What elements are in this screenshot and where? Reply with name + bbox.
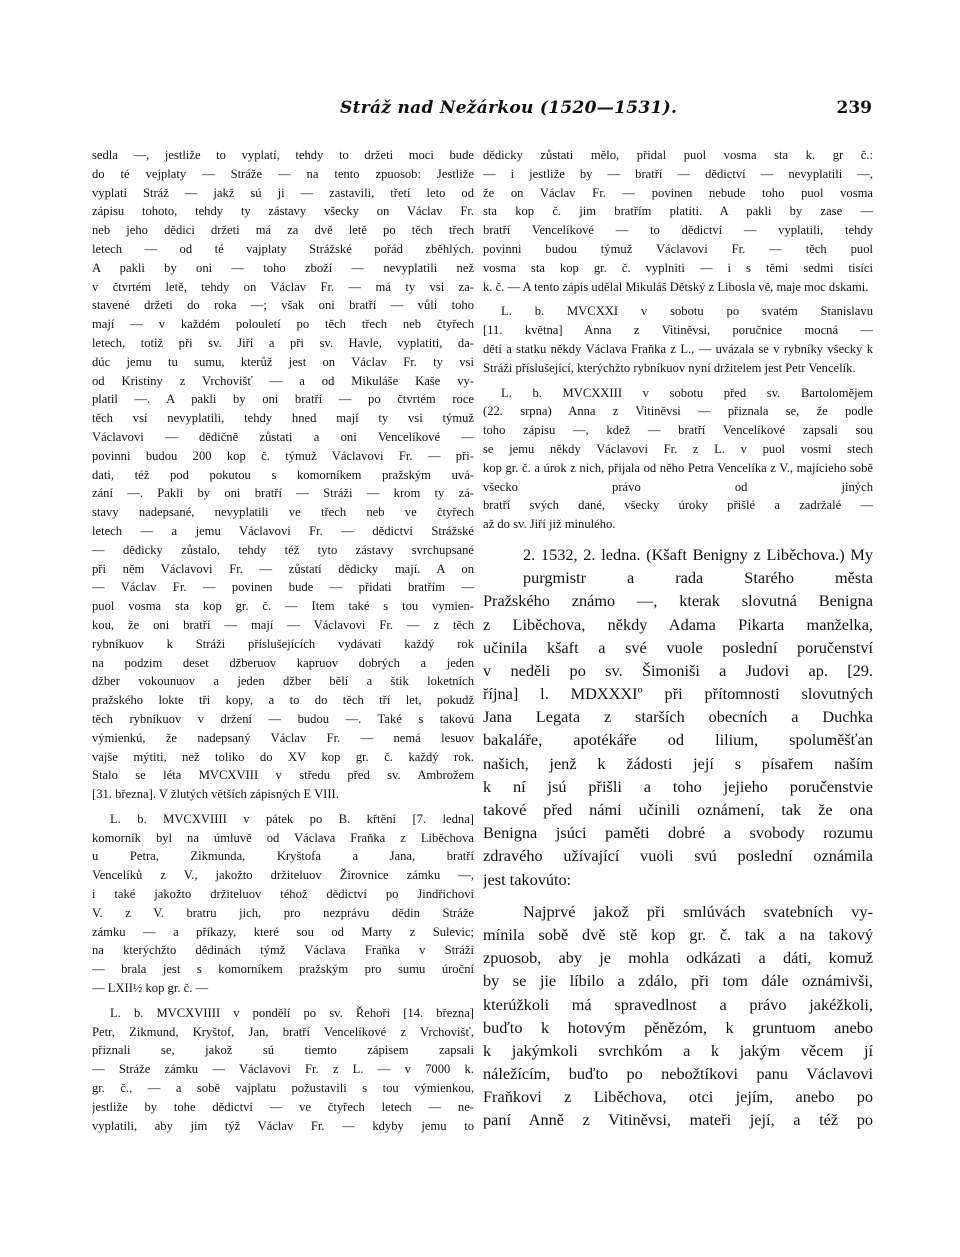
text-line: zání —. Pakli by oni bratří — Stráži — krom ty zá-	[92, 486, 474, 501]
text-line: stavy nadepsané, nevyplatili ve třech neb ve čtyřech	[92, 505, 474, 520]
text-line: dúc jemu tu sumu, kterůž jest on Václav Fr. ty vsi	[92, 354, 474, 369]
text-line: zdravého užívající vuoli svú poslední oznámila	[483, 846, 873, 866]
text-line: buďto k hotovým pěnězóm, k gruntuom anebo	[483, 1017, 873, 1037]
text-line: kterúžkoli má spravedlnost a právo jakéžkoli,	[483, 994, 873, 1014]
text-line: 2. 1532, 2. ledna. (Kšaft Benigny z Liběchova.) My purgmistr a rada Starého města	[523, 544, 873, 588]
text-line: kou, že oni bratří — mají — Václavovi Fr. — z těch	[92, 617, 474, 632]
text-line: v čtvrtém letě, tehdy on Václav Fr. — má ty vsi za-	[92, 279, 474, 294]
text-line: vyplatili, aby jim týž Václav Fr. — kdyby jemu to	[92, 1118, 474, 1133]
text-line: letech — od té vajplaty Strážské pořád zběhlých.	[92, 241, 474, 256]
text-line: [11. května] Anna z Vitiněvsi, poručnice mocná —	[483, 323, 873, 338]
text-line: neb jeho dědici držeti má za dvě letě po těch třech	[92, 223, 474, 238]
text-line: sta kop č. jim bratřím platiti. A pakli by zase —	[483, 204, 873, 219]
text-line: těch rybníkuov v držení — budou —. Také s takovú	[92, 711, 474, 726]
running-header	[90, 98, 876, 124]
right-column	[483, 146, 873, 1132]
text-line: k. č. — A tento zápis udělal Mikuláš Dětský z Libosla vě, maje moc dskami.	[483, 279, 869, 294]
running-title: Stráž nad Nežárkou (1520—1531).	[340, 98, 678, 118]
text-line: dětí a statku někdy Václava Fraňka z L., — uvázala se v rybníky všecky k Stráži příslušející, kterýchžto rybníkuov nyní držitelem jest Petr Vencelík.	[483, 341, 873, 375]
text-line: povinni budou týmuž Václavovi Fr. — těch puol	[483, 241, 873, 256]
text-line: i také jakožto držiteluov téhož dědictví po Jindřichovi	[92, 887, 474, 902]
text-line: našich, jenž k žádosti její s písařem naším	[483, 753, 873, 773]
text-line: se jemu někdy Václavovi Fr. z L. v puol vosmi stech	[483, 441, 873, 456]
text-line: rybníkuov k Stráži příslušejících vydávati každý rok	[92, 636, 474, 651]
text-line: vyplatí Stráž — jakž sú ji — zastavili, třetí leto od	[92, 185, 474, 200]
text-line: při něm Václavovi Fr. — zůstatí dědicky mají. A on	[92, 561, 474, 576]
text-line: jestliže by tohe dědictví — ve čtyřech letech — ne-	[92, 1099, 474, 1114]
text-line: Benigna jsúci paměti dobré a svobody rozumu	[483, 823, 873, 843]
text-line: dati, též pod pokutou s komorníkem pražským uvá-	[92, 467, 474, 482]
text-line: bratří Vencelíkové — to dědictví — vyplatili, tehdy	[483, 223, 873, 238]
text-line: — LXII½ kop gr. č. —	[92, 981, 209, 996]
text-line: od Kristiny z Vrchovišť — a od Mikuláše Kaše vy-	[92, 373, 474, 388]
text-line: Václavovi — dědičně zůstati a oni Vencelíkové —	[92, 429, 474, 444]
text-line: října] l. MDXXXIº při přítomnosti slovutných	[483, 684, 873, 704]
text-line: Vencelíků z V., jakožto držiteluov Žirovnice zámku —,	[92, 868, 474, 883]
text-line: Petr, Zikmund, Kryštof, Jan, bratří Vencelíkové z Vrchovišť,	[92, 1024, 474, 1039]
text-line: sedla —, jestliže to vyplatí, tehdy to držeti moci bude	[92, 148, 474, 162]
text-line: přiznali se, jakož sú tiemto zápisem zapsali	[92, 1043, 474, 1058]
text-line: Stalo se léta MVCXVIII v středu před sv. Ambrožem	[92, 768, 474, 783]
text-line: těch vsí nevyplatili, tehdy hned mají ty vsi týmuž	[92, 411, 474, 426]
text-line: v neděli po sv. Šimoniši a Judovi ap. [29.	[483, 660, 873, 680]
text-line: k jakýmkoli svrchkóm a k jakým věcem jí	[483, 1040, 873, 1060]
text-line: Pražského známo —, kterak slovutná Benigna	[483, 591, 873, 611]
text-line: L. b. MVCXXI v sobotu po svatém Stanislavu	[501, 304, 873, 319]
text-line: — i jestliže by — bratří — dědictví — nevyplatili —,	[483, 166, 873, 181]
text-line: zápisu tohoto, tehdy ty zástavy všecky on Václav Fr.	[92, 204, 474, 219]
text-line: paní Anně z Vitiněvsi, mateři její, a též po	[483, 1110, 873, 1130]
text-line: letech, totiž při sv. Jiří a při sv. Havle, vyplatiti, da-	[92, 335, 474, 350]
text-line: gr. č., — a sobě vajplatu požustavili s tou výmienkou,	[92, 1081, 474, 1096]
text-line: mají — v každém polouletí po těch třech neb čtyřech	[92, 317, 474, 332]
text-line: — Václav Fr. — povinen bude — přidati bratřím —	[92, 580, 474, 595]
text-line: vosma sta kop gr. č. vyplniti — i s těmi sedmi tisíci	[483, 260, 873, 275]
text-line: A pakli by oni — toho zboží — nevyplatili než	[92, 260, 474, 275]
text-line: zpuosob, aby je mohla odkázati a dáti, komuž	[483, 948, 873, 968]
left-column	[92, 146, 474, 1135]
text-line: Jana Legata z starších obecních a Duchka	[483, 707, 873, 727]
text-line: bakaláře, apotékáře od lilium, spoluměšťan	[483, 730, 873, 750]
text-line: by se jie líbilo a zdálo, při tom dále oznámivši,	[483, 971, 873, 991]
text-line: výmienkú, že nadepsaný Václav Fr. — nemá lesuov	[92, 730, 474, 745]
text-line: vajše mýtiti, než toliko do XV kop gr. č. každý rok.	[92, 749, 474, 764]
text-line: platil —. A pakli by oni bratří — po čtvrtém roce	[92, 392, 474, 407]
text-line: takové před námi učinili oznámení, tak že ona	[483, 800, 873, 820]
text-line: [31. března]. V žlutých větších zápisných E VIII.	[92, 787, 339, 802]
text-line: stavené držeti do roka —; však oni bratří — vůli toho	[92, 298, 474, 313]
text-line: povinni budou 200 kop č. týmuž Václavovi Fr. — při-	[92, 448, 474, 463]
text-line: do té vejplaty — Stráže — na tento zpuosob: Jestliže	[92, 166, 474, 181]
text-line: k ní jsú přišli a toho jejieho poručenstvie	[483, 776, 873, 796]
text-line: dědicky zůstati mělo, přidal puol vosma sta k. gr č.:	[483, 148, 873, 162]
text-line: z Liběchova, někdy Adama Pikarta manželka,	[483, 614, 873, 634]
text-line: puol vosma sta kop gr. č. — Item také s tou vymien-	[92, 599, 474, 614]
text-line: u Petra, Zikmunda, Kryštofa a Jana, bratří	[92, 849, 474, 864]
text-line: zámku — a příkazy, které sou od Marty z Sulevic;	[92, 924, 474, 939]
text-line: Najprvé jakož při smlúvách svatebních vy-	[523, 901, 873, 921]
text-line: že on Václav Fr. — povinen nebude toho puol vosma	[483, 185, 873, 200]
text-line: (22. srpna) Anna z Vitiněvsi — přiznala se, že podle	[483, 404, 873, 419]
text-line: — dědicky zůstalo, tehdy též tyto zástavy svrchupsané	[92, 542, 474, 557]
text-line: komorník byl na úmluvě od Václava Fraňka z Liběchova	[92, 830, 474, 845]
text-line: L. b. MVCXVIIII v pondělí po sv. Řehoři [14. března]	[110, 1005, 474, 1020]
text-line: až do sv. Jiří již minulého.	[483, 517, 616, 532]
text-line: jest takovúto:	[483, 869, 572, 889]
text-line: letech — a jemu Václavovi Fr. — dědictví Strážské	[92, 523, 474, 538]
text-line: kop gr. č. a úrok z nich, přijala od něho Petra Vencelíka z V., majícieho sobě všecko právo od jiných	[483, 460, 873, 494]
text-line: na podzim deset džberuov kapruov dobrých a jeden	[92, 655, 474, 670]
page-number: 239	[836, 98, 872, 118]
text-line: náležícím, buďto po nebožtíkovi panu Václavovi	[483, 1064, 873, 1084]
text-line: na kterýchžto dědinách týmž Václava Fraňka v Stráži	[92, 943, 474, 958]
text-line: džber vokounuov a jeden džber bělí a štik loketních	[92, 674, 474, 689]
text-line: Fraňkovi z Liběchova, otci jejím, anebo po	[483, 1087, 873, 1107]
text-line: V. z V. bratru jich, pro nezprávu dědin Stráže	[92, 905, 474, 920]
text-line: — Stráže zámku — Václavovi Fr. z L. — v 7000 k.	[92, 1062, 474, 1077]
text-line: — brala jest s komorníkem pražským pro sumu úroční	[92, 962, 474, 977]
text-line: mínila sobě dvě stě kop gr. č. tak a na takový	[483, 924, 873, 944]
text-line: L. b. MVCXXIII v sobotu před sv. Bartolomějem	[501, 385, 873, 400]
text-line: pražského lokte tři kopy, a to do těch tří let, pokudž	[92, 693, 474, 708]
text-line: toho zápisu —, kdež — bratří Vencelíkové zapsali sou	[483, 423, 873, 438]
text-line: učinila kšaft a své vuole poslední poručenství	[483, 637, 873, 657]
text-line: L. b. MVCXVIIII v pátek po B. křtění [7. ledna]	[110, 811, 474, 826]
text-line: bratří svých dané, všecky úroky přišlé a zadržalé —	[483, 498, 873, 513]
